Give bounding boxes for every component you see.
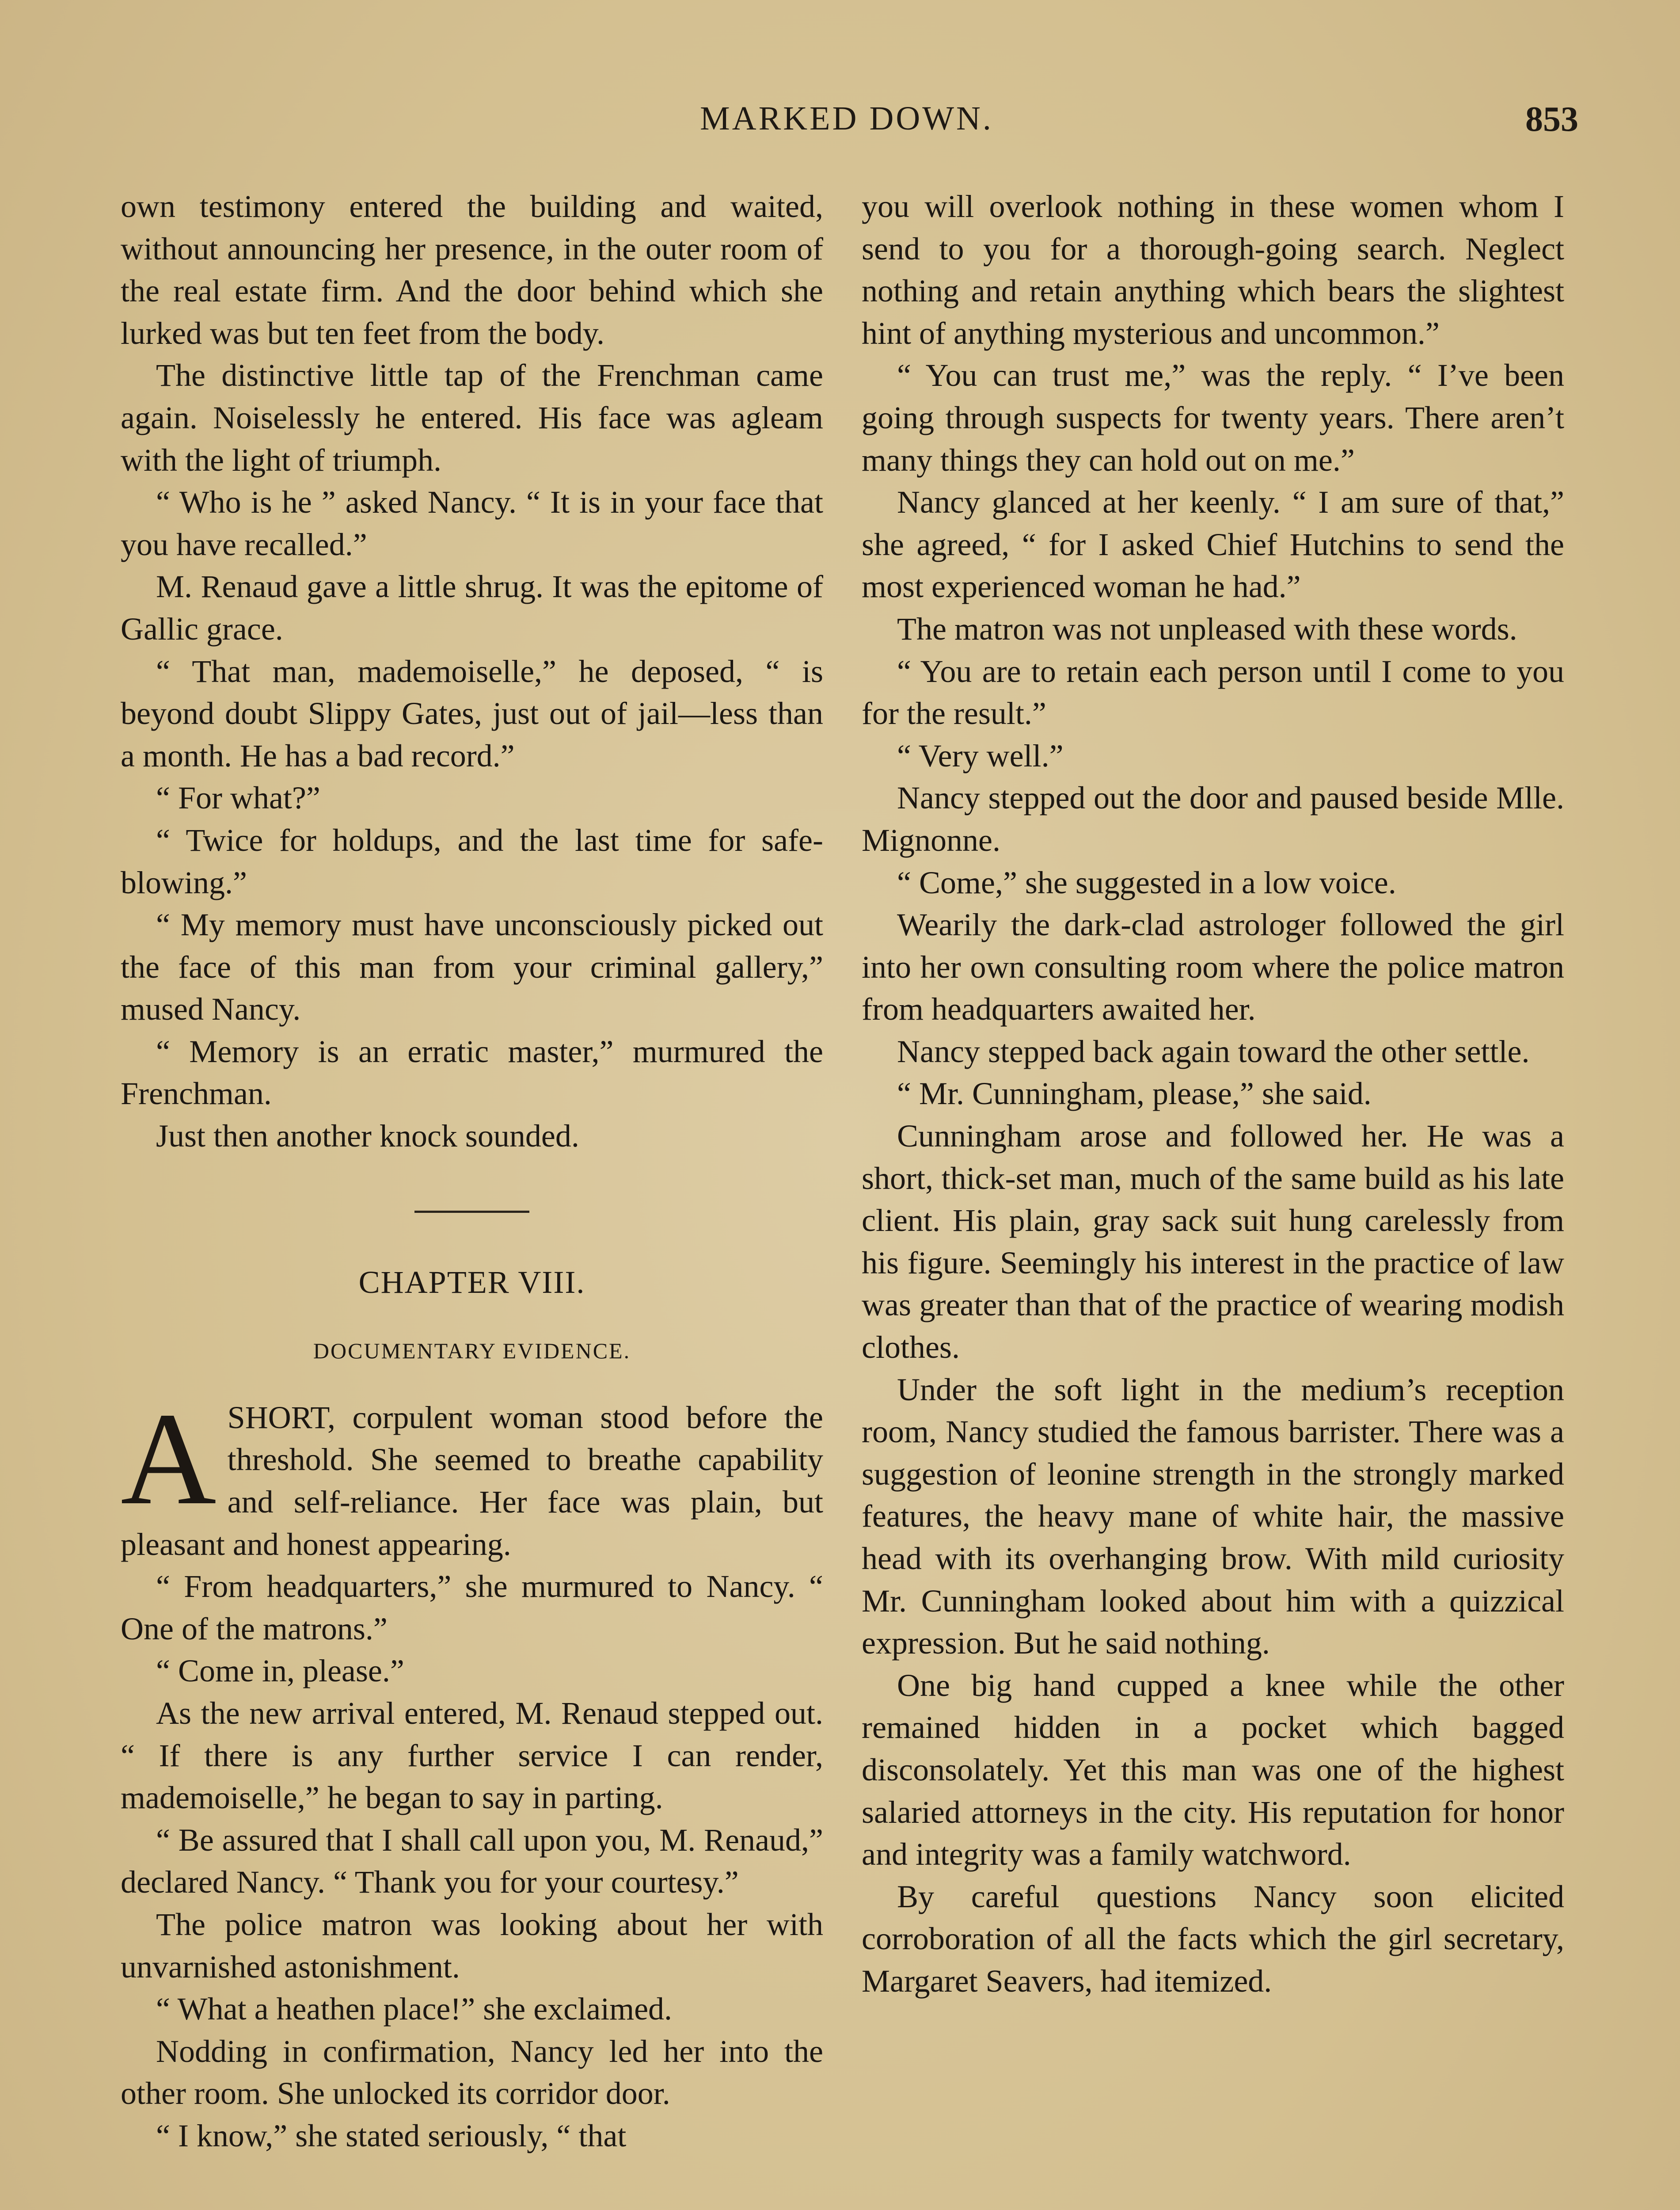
paragraph: “ Who is he ” asked Nancy. “ It is in your face that you have recalled.” — [121, 484, 823, 562]
paragraph: you will overlook nothing in these women whom I send to you for a thorough-going search. Neglect nothing and retain anything which bears the slightest hint of anything mysterious and uncommon.” — [862, 189, 1564, 351]
paragraph: “ You are to retain each person until I come to you for the result.” — [862, 653, 1564, 732]
left-column — [121, 186, 823, 2157]
paragraph: “ That man, mademoiselle,” he deposed, “ is beyond doubt Slippy Gates, just out of jail—less than a month. He has a bad record.” — [121, 653, 823, 774]
paragraph: own testimony entered the building and waited, without announcing her presence, in the outer room of the real estate firm. And the door behind which she lurked was but ten feet from the body. — [121, 189, 823, 351]
section-divider — [414, 1211, 529, 1213]
paragraph: The police matron was looking about her with unvarnished astonishment. — [121, 1906, 823, 1985]
running-title: MARKED DOWN. — [700, 100, 993, 137]
paragraph: Cunningham arose and followed her. He was a short, thick-set man, much of the same build as his late client. His plain, gray sack suit hung carelessly from his figure. Seemingly his interest in the practice of law was greater than that of the practice of wearing modish clothes. — [862, 1118, 1564, 1365]
paragraph: “ Twice for holdups, and the last time for safe-blowing.” — [121, 822, 823, 900]
chapter-subtitle: DOCUMENTARY EVIDENCE. — [313, 1338, 631, 1364]
paragraph: Under the soft light in the medium’s reception room, Nancy studied the famous barrister. There was a suggestion of leonine strength in the strongly marked features, the heavy mane of white hair, the massive head with its overhanging brow. With mild curiosity Mr. Cunningham looked about him with a quizzical expression. But he said nothing. — [862, 1372, 1564, 1661]
opening-paragraph — [121, 1385, 823, 1566]
opening-text: SHORT, corpulent woman stood before the threshold. She seemed to breathe capability and self-reliance. Her face was plain, but pleasant and honest appearing. — [121, 1399, 823, 1562]
paragraph: “ From headquarters,” she murmured to Nancy. “ One of the matrons.” — [121, 1569, 823, 1646]
paragraph: Nancy glanced at her keenly. “ I am sure of that,” she agreed, “ for I asked Chief Hutchins to send the most experienced woman he had.” — [862, 484, 1564, 605]
chapter-heading: CHAPTER VIII. — [358, 1264, 585, 1300]
paragraph: One big hand cupped a knee while the other remained hidden in a pocket which bagged disconsolately. Yet this man was one of the highest salaried attorneys in the city. His reputation for honor and integrity was a family watchword. — [862, 1667, 1564, 1872]
paragraph: “ You can trust me,” was the reply. “ I’ve been going through suspects for twenty years. There aren’t many things they can hold out on me.” — [862, 358, 1564, 478]
paragraph: “ My memory must have unconsciously picked out the face of this man from your criminal gallery,” mused Nancy. — [121, 907, 823, 1027]
paragraph: Wearily the dark-clad astrologer followed the girl into her own consulting room where the police matron from headquarters awaited her. — [862, 907, 1564, 1027]
right-column — [862, 186, 1564, 2003]
paragraph: “ Come,” she suggested in a low voice. — [897, 865, 1396, 900]
paragraph: “ Very well.” — [897, 738, 1064, 774]
paragraph: By careful questions Nancy soon elicited corroboration of all the facts which the girl secretary, Margaret Seavers, had itemized. — [862, 1878, 1564, 1999]
page-number: 853 — [1525, 100, 1578, 139]
paragraph: “ Come in, please.” — [156, 1653, 404, 1689]
paragraph: As the new arrival entered, M. Renaud stepped out. “ If there is any further service I can render, mademoiselle,” he began to say in parting. — [121, 1696, 823, 1816]
paragraph: “ What a heathen place!” she exclaimed. — [156, 1991, 673, 2027]
paragraph: “ Be assured that I shall call upon you, M. Renaud,” declared Nancy. “ Thank you for your courtesy.” — [121, 1822, 823, 1900]
paragraph: “ Memory is an erratic master,” murmured the Frenchman. — [121, 1033, 823, 1112]
paragraph: Nodding in confirmation, Nancy led her into the other room. She unlocked its corridor door. — [121, 2033, 823, 2111]
paragraph: “ I know,” she stated seriously, “ that — [156, 2118, 627, 2153]
paragraph: Nancy stepped out the door and paused beside Mlle. Mignonne. — [862, 780, 1564, 858]
paragraph: The matron was not unpleased with these words. — [897, 611, 1517, 647]
page-header — [115, 99, 1578, 152]
paragraph: Just then another knock sounded. — [156, 1118, 579, 1154]
paragraph: M. Renaud gave a little shrug. It was the epitome of Gallic grace. — [121, 569, 823, 647]
paragraph: “ For what?” — [156, 780, 320, 816]
paragraph: Nancy stepped back again toward the other settle. — [897, 1033, 1530, 1069]
paragraph: “ Mr. Cunningham, please,” she said. — [897, 1076, 1372, 1112]
drop-cap: A — [121, 1385, 217, 1532]
paragraph: The distinctive little tap of the Frenchman came again. Noiselessly he entered. His face was agleam with the light of triumph. — [121, 358, 823, 478]
